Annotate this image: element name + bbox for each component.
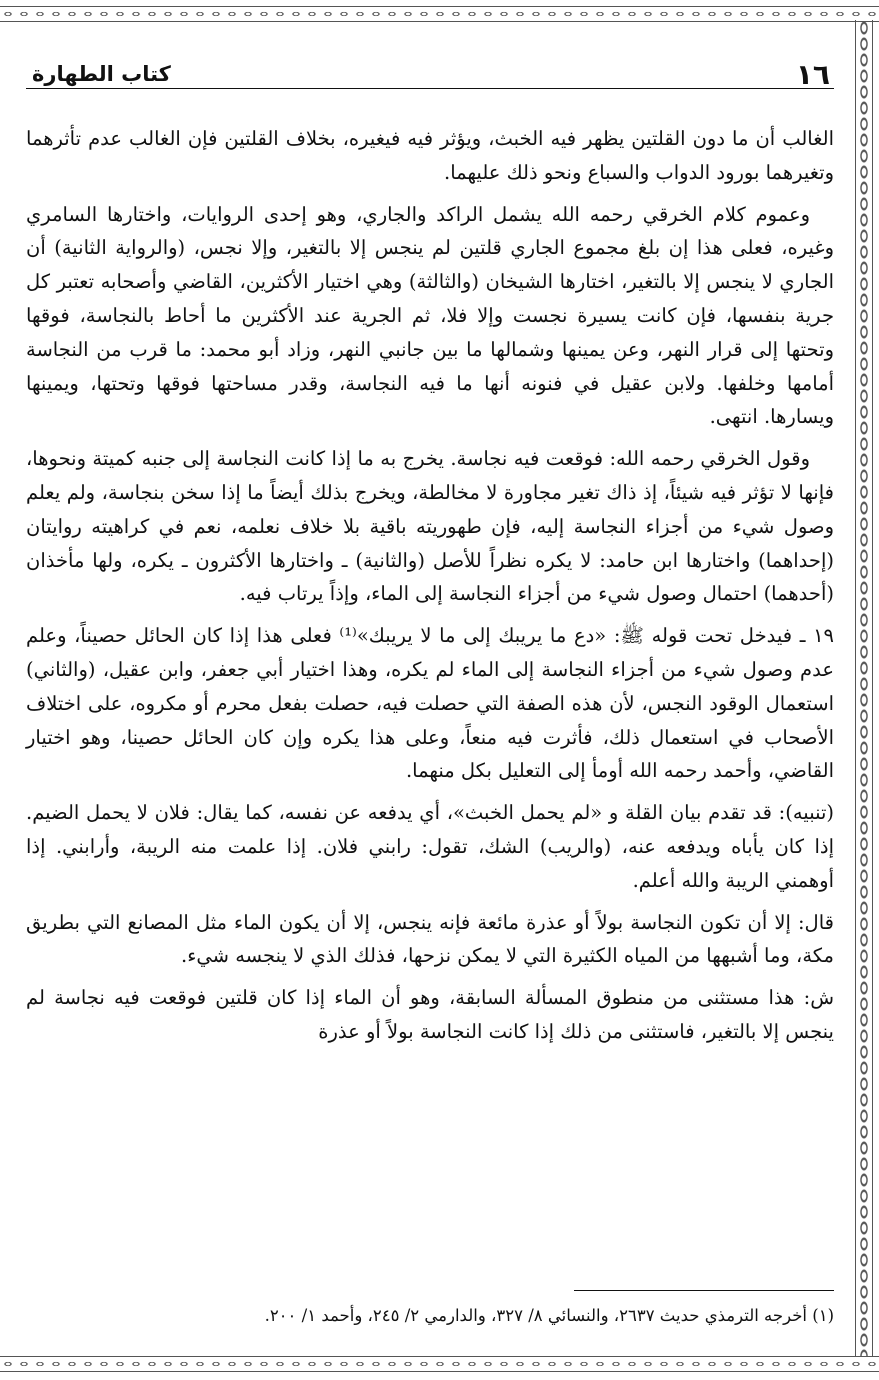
ornamental-border-top [0,6,879,22]
paragraph-5: (تنبيه): قد تقدم بيان القلة و «لم يحمل الخبث»، أي يدفعه عن نفسه، كما يقال: فلان لا يحمل الضيم. إذا كان يأباه ويدفعه عنه، (والريب) الشك، تقول: رابني فلان. إذا علمت منه الريبة، وأرابني. إذا أوهمني الريبة والله أعلم. [26,801,834,892]
page-header [26,58,834,98]
header-divider [26,88,834,89]
paragraph-3: وقول الخرقي رحمه الله: فوقعت فيه نجاسة. يخرج به ما إذا كانت النجاسة إلى جنبه كميتة ونحوها، فإنها لا تؤثر فيه شيئاً، إذ ذاك تغير مجاورة لا مخالطة، ويخرج بذلك أيضاً ما إذا سخن بنجاسة، ولم يعلم وصول شيء من أجزاء النجاسة إليه، فإن طهوريته باقية بلا خلاف نعلمه، نعم في كراهيته روايتان (إحداهما) واختارها ابن حامد: لا يكره نظراً للأصل (والثانية) ـ واختارها الأكثرون ـ يكره، ولها مأخذان (أحدهما) احتمال وصول شيء من أجزاء النجاسة إلى الماء، وإذاً يرتاب فيه. [26,447,834,606]
paragraph-6: قال: إلا أن تكون النجاسة بولاً أو عذرة مائعة فإنه ينجس، إلا أن يكون الماء مثل المصانع التي بطريق مكة، وما أشبهها من المياه الكثيرة التي لا يمكن نزحها، فذلك الذي لا ينجسه شيء. [26,910,834,968]
running-title: كتاب الطهارة [32,62,171,86]
footnote-divider [574,1290,834,1291]
footnote: (١) أخرجه الترمذي حديث ٢٦٣٧، والنسائي ٨/ ٣٢٧، والدارمي ٢/ ٢٤٥، وأحمد ١/ ٢٠٠. [264,1306,834,1325]
paragraph-4: ١٩ ـ فيدخل تحت قوله ﷺ: «دع ما يريبك إلى ما لا يريبك»⁽¹⁾ فعلى هذا إذا كان الحائل حصيناً، وعلم عدم وصول شيء من أجزاء النجاسة إلى الماء لم يكره، وهذا اختيار أبي جعفر، وابن عقيل، (والثاني) استعمال الوقود النجس، لأن هذه الصفة التي حصلت فيه، حصلت بفعل محرم أو مكروه، على اختلاف الأصحاب في استعمال ذلك، فأثرت فيه منعاً، وعلى هذا يكره وإن كان الحائل حصينا، وهو اختيار القاضي، وأحمد رحمه الله أومأ إلى التعليل بكل منهما. [26,624,835,783]
page-number: ١٦ [795,58,830,91]
book-page [26,40,834,1340]
ornamental-border-right [855,20,873,1356]
paragraph-2: وعموم كلام الخرقي رحمه الله يشمل الراكد والجاري، وهو إحدى الروايات، واختارها السامري وغيره، فعلى هذا إن بلغ مجموع الجاري قلتين لم ينجس إلا بالتغير، وإلا نجس، (والرواية الثانية) أن الجاري لا ينجس إلا بالتغير، اختارها الشيخان (والثالثة) وهي اختيار الأكثرين، القاضي وأصحابه تعتبر كل جرية بنفسها، فإن كانت يسيرة نجست وإلا فلا، ثم الجرية عند الأكثرين ما أحاط بالنجاسة، فوقها وتحتها إلى قرار النهر، وعن يمينها وشمالها ما بين جانبي النهر، وزاد أبو محمد: ما قرب من النجاسة أمامها وخلفها. ولابن عقيل في فنونه أنها ما فيه النجاسة، وقدر مساحتها فوقها وتحتها، ويمينها ويسارها. انتهى. [26,202,834,429]
paragraph-7: ش: هذا مستثنى من منطوق المسألة السابقة، وهو أن الماء إذا كان قلتين فوقعت فيه نجاسة لم ينجس إلا بالتغير، فاستثنى من ذلك إذا كانت النجاسة بولاً أو عذرة [26,986,834,1043]
paragraph-1: الغالب أن ما دون القلتين يظهر فيه الخبث، ويؤثر فيه فيغيره، بخلاف القلتين فإن الغالب عدم تأثرهما وتغيرهما بورود الدواب والسباع ونحو ذلك عليهما. [26,127,834,184]
ornamental-border-bottom [0,1356,879,1372]
main-text [26,122,834,1057]
